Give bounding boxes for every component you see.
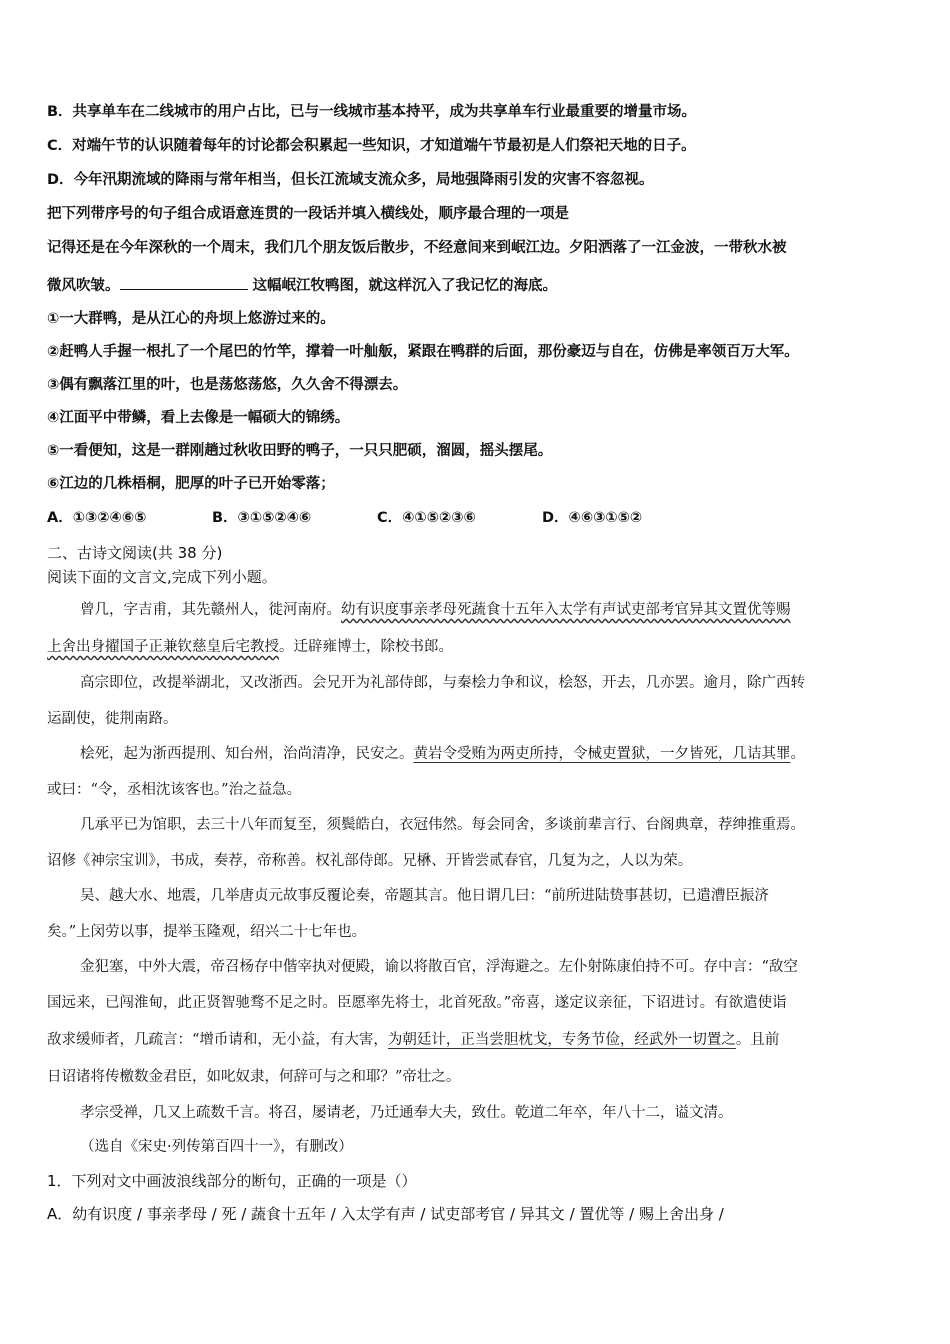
sentence-4: ④江面平中带鳞，看上去像是一幅硕大的锦绣。 [47, 410, 350, 426]
option-b-text: B．共享单车在二线城市的用户占比，已与一线城市基本持平，成为共享单车行业最重要的增量市场。 [47, 104, 697, 120]
para-1-text: 曾几，字吉甫，其先赣州人，徙河南府。 [80, 602, 341, 618]
para-1-line-2 [47, 637, 453, 657]
section-two-heading: 二、古诗文阅读(共 38 分) [47, 544, 223, 562]
para-2-line-2: 运副使，徙荆南路。 [47, 711, 178, 727]
option-c-text: C．对端午节的认识随着每年的讨论都会积累起一些知识，才知道端午节最初是人们祭祀天地的日子。 [47, 138, 696, 154]
para-7-line-1: 孝宗受禅，几又上疏数千言。将召，屡请老，乃迁通奉大夫，致仕。乾道二年卒，年八十二，谥文清。 [80, 1105, 733, 1121]
option-d-text: D．今年汛期流域的降雨与常年相当，但长江流域支流众多，局地强降雨引发的灾害不容忽视。 [47, 172, 654, 188]
passage-line-1: 记得还是在今年深秋的一个周末，我们几个朋友饭后散步，不经意间来到岷江边。夕阳洒落了一江金波，一带秋水被 [47, 240, 787, 256]
para-5-line-2: 矣。”上闵劳以事，提举玉隆观，绍兴二十七年也。 [47, 924, 367, 940]
question-1-option-a: A．幼有识度 / 事亲孝母 / 死 / 蔬食十五年 / 入太学有声 / 试吏部考官 / 异其文 / 置优等 / 赐上舍出身 / [47, 1205, 724, 1223]
para-6-line-3 [47, 1030, 779, 1050]
para-6-line-4: 日诏诸将传檄数金君臣，如叱奴隶，何辞可与之和耶？”帝壮之。 [47, 1069, 461, 1085]
para-6-text-end: 。且前 [735, 1032, 780, 1048]
sentence-1: ①一大群鸭，是从江心的舟坝上悠游过来的。 [47, 311, 335, 327]
answer-a: A．①③②④⑥⑤ [47, 510, 147, 526]
para-6-line-2: 国远来，已闯淮甸，此正贤智驰骛不足之时。臣愿率先将士，北首死敌。”帝喜，遂定议亲征，下诏进讨。有欲遣使诣 [47, 995, 787, 1011]
passage-line-2-pre: 微风吹皱。 [47, 278, 120, 294]
passage-line-2-post: 这幅岷江牧鸭图，就这样沉入了我记忆的海底。 [252, 278, 558, 294]
wavy-underlined-text-cont: 上舍出身擢国子正兼钦慈皇后宅教授 [47, 639, 279, 655]
question-text: 把下列带序号的句子组合成语意连贯的一段话并填入横线处，顺序最合理的一项是 [47, 206, 569, 222]
question-1: 1．下列对文中画波浪线部分的断句，正确的一项是（） [47, 1172, 417, 1190]
answer-b: B．③①⑤②④⑥ [212, 510, 312, 526]
section-two-instruction: 阅读下面的文言文,完成下列小题。 [47, 568, 277, 586]
sentence-2: ②赶鸭人手握一根扎了一个尾巴的竹竿，撑着一叶舢舨，紧跟在鸭群的后面，那份豪迈与自在，仿佛是率领百万大军。 [47, 344, 799, 360]
wavy-underlined-text: 幼有识度事亲孝母死蔬食十五年入太学有声试吏部考官异其文置优等赐 [341, 602, 791, 618]
answer-d: D．④⑥③①⑤② [542, 510, 643, 526]
para-4-line-2: 诏修《神宗宝训》，书成，奏荐，帝称善。权礼部侍郎。兄楙、开皆尝贰春官，几复为之，人以为荣。 [47, 853, 693, 869]
para-1-text-end: 。迁辟雍博士，除校书郎。 [279, 639, 453, 655]
underlined-sentence-1: 黄岩令受贿为两吏所持，令械吏置狱，一夕皆死，几诘其罪 [413, 746, 791, 762]
para-3-line-1 [80, 744, 805, 764]
source-citation: （选自《宋史·列传第百四十一》，有删改） [80, 1139, 353, 1155]
passage-line-2 [47, 275, 557, 296]
sentence-6: ⑥江边的几株梧桐，肥厚的叶子已开始零落； [47, 476, 335, 492]
sentence-5: ⑤一看便知，这是一群刚趟过秋收田野的鸭子，一只只肥硕，溜圆，摇头摆尾。 [47, 443, 553, 459]
para-6-line-1: 金犯塞，中外大震，帝召杨存中偕宰执对便殿，谕以将散百官，浮海避之。左仆射陈康伯持不可。存中言：“敌空 [80, 959, 798, 975]
para-1-line-1 [80, 600, 791, 620]
para-6-text: 敌求缓师者，几疏言：“增币请和，无小益，有大害， [47, 1032, 388, 1048]
underlined-sentence-2: 为朝廷计，正当尝胆枕戈，专务节俭，经武外一切置之 [387, 1032, 736, 1048]
sentence-3: ③偶有飘落江里的叶，也是荡悠荡悠，久久舍不得漂去。 [47, 377, 408, 393]
para-2-line-1: 高宗即位，改提举湖北，又改浙西。会兄开为礼部侍郎，与秦桧力争和议，桧怒，开去，几亦罢。逾月，除广西转 [80, 675, 805, 691]
para-3-punct: 。 [790, 746, 805, 762]
para-4-line-1: 几承平已为馆职，去三十八年而复至，须鬓皓白，衣冠伟然。每会同舍，多谈前辈言行、台阁典章，荐绅推重焉。 [80, 817, 805, 833]
para-3-text: 桧死，起为浙西提刑、知台州，治尚清净，民安之。 [80, 746, 414, 762]
answer-c: C．④①⑤②③⑥ [377, 510, 476, 526]
para-5-line-1: 吴、越大水、地震，几举唐贞元故事反覆论奏，帝题其言。他日谓几曰：“前所进陆贽事甚切，已遣漕臣振济 [80, 888, 769, 904]
answer-options [47, 508, 642, 528]
fill-blank [120, 275, 248, 290]
para-3-line-2: 或曰：“令，丞相沈该客也。”治之益急。 [47, 782, 302, 798]
